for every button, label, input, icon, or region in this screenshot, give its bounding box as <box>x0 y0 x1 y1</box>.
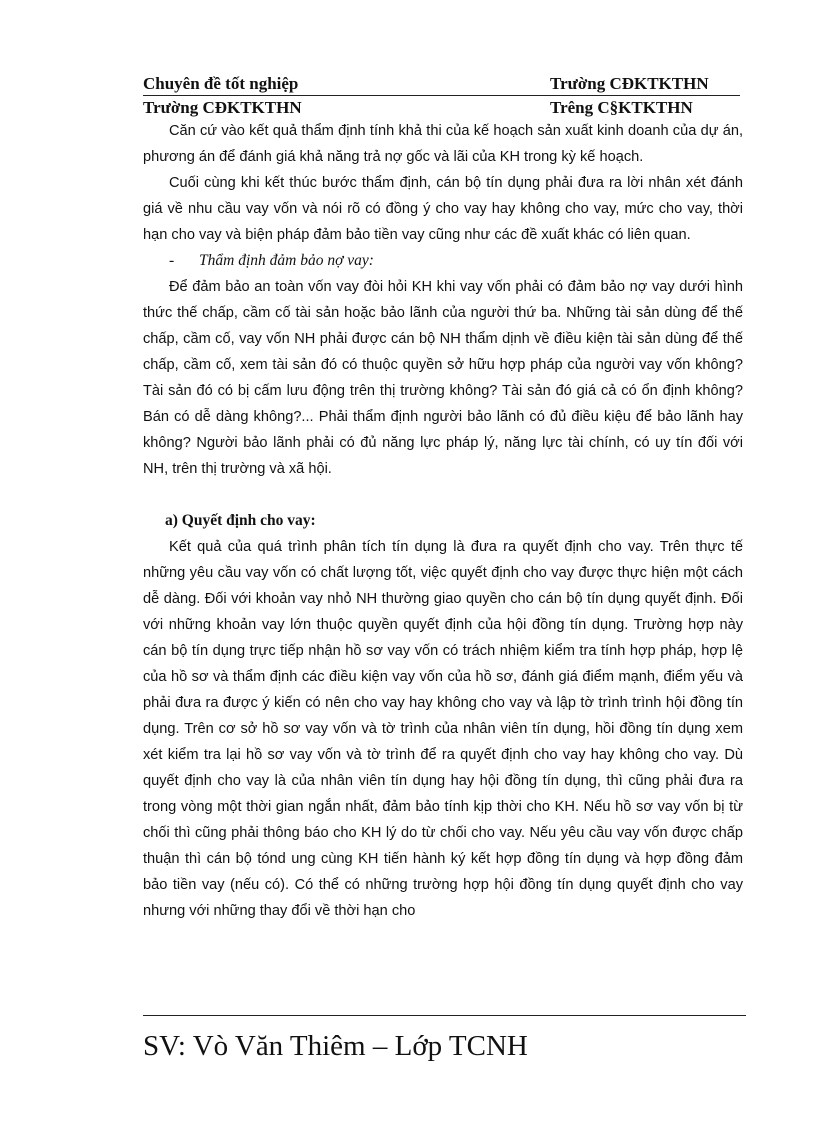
bullet-title: Thẩm định đảm bảo nợ vay: <box>199 252 374 269</box>
header-school-left: Trường CĐKTKTHN <box>143 98 302 117</box>
header-title-left: Chuyên đề tốt nghiệp <box>143 74 299 93</box>
bullet-heading <box>143 248 743 274</box>
footer-rule <box>143 1015 746 1016</box>
paragraph-2: Cuối cùng khi kết thúc bước thẩm định, cán bộ tín dụng phải đưa ra lời nhân xét đánh giá về nhu cầu vay vốn và nói rõ có đồng ý cho vay hay không cho vay, mức cho vay, thời hạn cho vay và biện pháp đảm bảo tiền vay cũng như các đề xuất khác có liên quan. <box>143 175 743 243</box>
footer-student: SV: Vò Văn Thiêm – Lớp TCNH <box>143 1030 528 1062</box>
paragraph-1: Căn cứ vào kết quả thẩm định tính khả thi của kế hoạch sản xuất kinh doanh của dự án, phương án để đánh giá khả năng trả nợ gốc và lãi của KH trong kỳ kế hoạch. <box>143 123 743 165</box>
header-school-right-alt: Trêng C§KTKTHN <box>550 98 693 117</box>
header-rule <box>143 95 740 96</box>
spacer <box>143 482 743 508</box>
section-heading-a: a) Quyết định cho vay: <box>165 512 316 529</box>
document-body <box>143 118 743 924</box>
paragraph-4: Kết quả của quá trình phân tích tín dụng là đưa ra quyết định cho vay. Trên thực tế những yêu cầu vay vốn có chất lượng tốt, việc quyết định cho vay được thực hiện một cách dễ dàng. Đối với khoản vay nhỏ NH thường giao quyền cho cán bộ tín dụng quyết định. Đối với những khoản vay lớn thuộc quyền quyết định của hội đồng tín dụng. Trường hợp này cán bộ tín dụng trực tiếp nhận hồ sơ vay vốn có trách nhiệm kiểm tra tính hợp pháp, hợp lệ của hồ sơ và thẩm định các điều kiện vay vốn của hồ sơ, đánh giá điểm mạnh, điểm yếu và phải đưa ra được ý kiến có nên cho vay hay không cho vay và lập tờ trình trình hội đồng tín dụng. Trên cơ sở hồ sơ vay vốn và tờ trình của nhân viên tín dụng, hồi đồng tín dụng xem xét kiểm tra lại hồ sơ vay vốn và tờ trình để ra quyết định cho vay hay không cho vay. Dù quyết định cho vay là của nhân viên tín dụng hay hội đồng tín dụng, thì cũng phải đưa ra trong vòng một thời gian ngắn nhất, đảm bảo tính kịp thời cho KH. Nếu hồ sơ vay vốn bị từ chối thì cũng phải thông báo cho KH lý do từ chối cho vay. Nếu yêu cầu vay vốn được chấp thuận thì cán bộ tónd ung cùng KH tiến hành ký kết hợp đồng tín dụng và hợp đồng đảm bảo tiền vay (nếu có). Có thể có những trường hợp hội đồng tín dụng quyết định cho vay nhưng với những thay đổi về thời hạn cho <box>143 539 743 919</box>
bullet-dash: - <box>169 252 175 269</box>
paragraph-3: Để đảm bảo an toàn vốn vay đòi hỏi KH khi vay vốn phải có đảm bảo nợ vay dưới hình thức thế chấp, cầm cố tài sản hoặc bảo lãnh của người thứ ba. Những tài sản dùng để thế chấp, cầm cố, vay vốn NH phải được cán bộ NH thẩm dịnh về điều kiện tài sản dùng để thế chấp, cầm cố, xem tài sản đó có thuộc quyền sở hữu hợp pháp của người vay vốn không? Tài sản đó có bị cấm lưu động trên thị trường không? Tài sản đó giá cả có ổn định không? Bán có dễ dàng không?... Phải thẩm định người bảo lãnh có đủ điều kiệu để bảo lãnh hay không? Người bảo lãnh phải có đủ năng lực pháp lý, năng lực tài chính, có uy tín đối với NH, trên thị trường và xã hội. <box>143 279 743 477</box>
header-school-right: Trường CĐKTKTHN <box>550 74 709 93</box>
